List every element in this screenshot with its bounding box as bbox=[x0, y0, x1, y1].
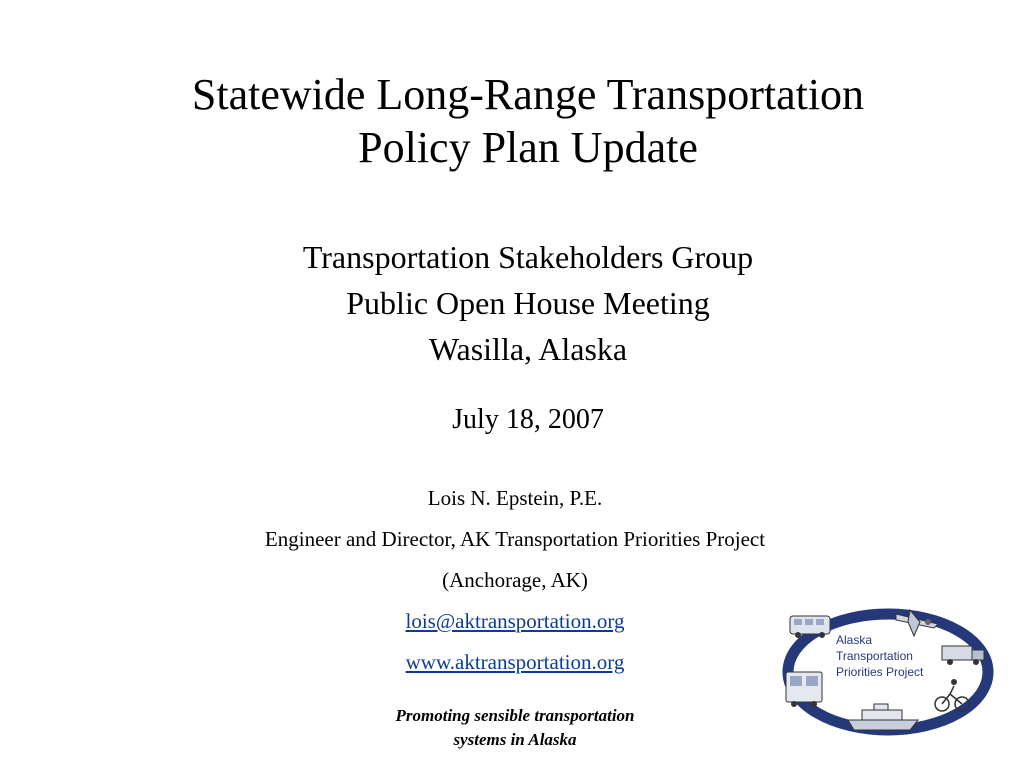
city-bus-icon bbox=[786, 672, 822, 707]
title-line-2: Policy Plan Update bbox=[358, 123, 698, 172]
logo-text-line-3: Priorities Project bbox=[836, 665, 924, 679]
slide-title bbox=[0, 68, 1024, 174]
email-link[interactable]: lois@aktransportation.org bbox=[405, 609, 625, 633]
meeting-date: July 18, 2007 bbox=[452, 404, 604, 435]
presenter-role: Engineer and Director, AK Transportation Priorities Project bbox=[264, 527, 766, 551]
subtitle-line-2: Public Open House Meeting bbox=[346, 285, 710, 321]
logo-graphic bbox=[778, 600, 998, 740]
slide-subtitle bbox=[0, 234, 1024, 372]
presenter-location: (Anchorage, AK) bbox=[442, 568, 588, 592]
logo-text-line-1: Alaska bbox=[836, 633, 873, 647]
logo-text-line-2: Transportation bbox=[836, 649, 913, 663]
aktpp-logo bbox=[778, 600, 998, 740]
title-line-1: Statewide Long-Range Transportation bbox=[191, 70, 865, 119]
subtitle-line-3: Wasilla, Alaska bbox=[428, 331, 628, 367]
website-link[interactable]: www.aktransportation.org bbox=[405, 650, 625, 674]
tagline-line-1: Promoting sensible transportation bbox=[395, 706, 635, 725]
tagline-line-2: systems in Alaska bbox=[453, 730, 577, 749]
subtitle-line-1: Transportation Stakeholders Group bbox=[302, 239, 754, 275]
presenter-name: Lois N. Epstein, P.E. bbox=[427, 486, 603, 510]
